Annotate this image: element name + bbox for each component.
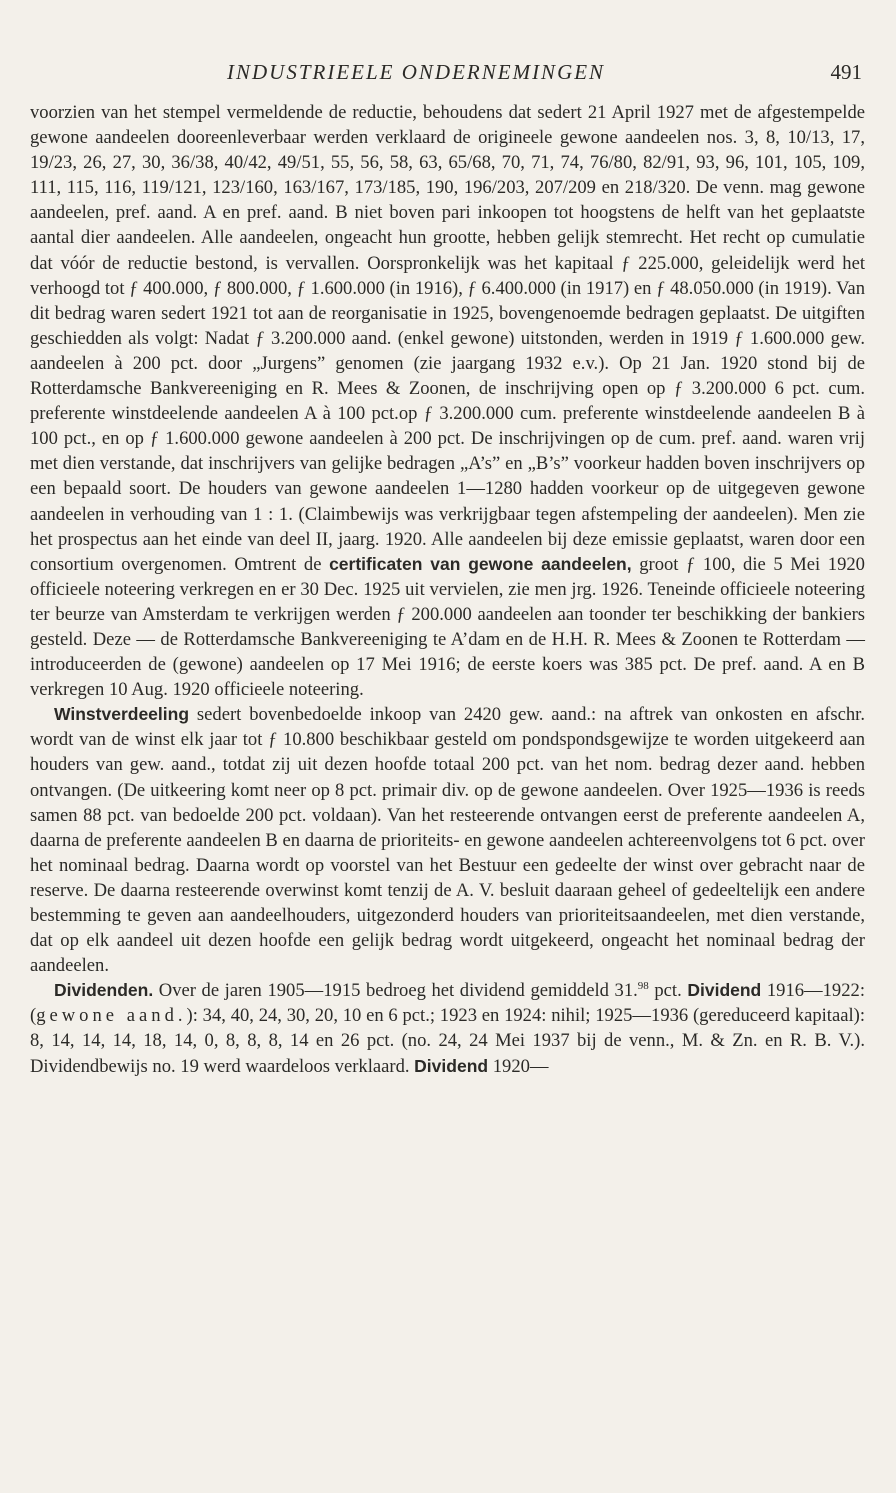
- paragraph-text: ): 34, 40, 24, 30, 20, 10 en 6 pct.; 1923 en 1924: nihil; 1925—1936 (gereduceerd kapitaal): 8, 14, 14, 14, 18, 14, 0, 8, 8, 8, 14 en 26 pct. (no. 24, 24 Mei 1937 bij de venn., M. & Zn. en R. B. V.). Dividendbewijs no. 19 werd waardeloos verklaard.: [30, 1005, 865, 1077]
- paragraph-winstverdeeling: [30, 702, 865, 978]
- paragraph-dividenden: [30, 978, 865, 1078]
- paragraph-capital-history: [30, 100, 865, 702]
- section-heading-dividenden: Dividenden.: [54, 980, 154, 1001]
- paragraph-text: 1920—: [492, 1055, 549, 1077]
- spaced-text-gewone-aand: gewone aand.: [36, 1005, 187, 1027]
- bold-term-dividend: Dividend: [687, 980, 762, 1001]
- paragraph-text: pct.: [654, 980, 682, 1002]
- paragraph-text: voorzien van het stempel vermeldende de reductie, behoudens dat sedert 21 April 1927 met de afgestempelde gewone aandeelen dooreenleverbaar werden verklaard de origineele gewone aandeelen nos. 3, 8, 10/13, 17, 19/23, 26, 27, 30, 36/38, 40/42, 49/51, 55, 56, 58, 63, 65/68, 70, 71, 74, 76/80, 82/91, 93, 96, 101, 105, 109, 111, 115, 116, 119/121, 123/160, 163/167, 173/185, 190, 196/203, 207/209 en 218/320. De venn. mag gewone aandeelen, pref. aand. A en pref. aand. B niet boven pari inkoopen tot hoogstens de helft van het geplaatste aantal dier aandeelen. Alle aandeelen, ongeacht hun grootte, hebben gelijk stemrecht. Het recht op cumulatie dat vóór de reductie bestond, is vervallen. Oorspronkelijk was het kapitaal ƒ 225.000, geleidelijk werd het verhoogd tot ƒ 400.000, ƒ 800.000, ƒ 1.600.000 (in 1916), ƒ 6.400.000 (in 1917) en ƒ 48.050.000 (in 1919). Van dit bedrag waren sedert 1921 tot aan de reorganisatie in 1925, bovengenoemde bedragen geplaatst. De uitgiften geschiedden als volgt: Nadat ƒ 3.200.000 aand. (enkel gewone) uitstonden, werden in 1919 ƒ 1.600.000 gew. aandeelen à 200 pct. door „Jurgens” genomen (zie jaargang 1932 e.v.). Op 21 Jan. 1920 stond bij de Rotterdamsche Bankvereeniging en R. Mees & Zoonen, de inschrijving open op ƒ 3.200.000 6 pct. cum. preferente winstdeelende aandeelen A à 100 pct.op ƒ 3.200.000 cum. preferente winstdeelende aandeelen B à 100 pct., en op ƒ 1.600.000 gewone aandeelen à 200 pct. De inschrijvingen op de cum. pref. aand. waren vrij met dien verstande, dat inschrijvers van gelijke bedragen „A’s” en „B’s” voorkeur hadden boven inschrijvers op een bepaald soort. De houders van gewone aandeelen 1—1280 hadden voorkeur op de uitgegeven gewone aandeelen in verhouding van 1 : 1. (Claimbewijs was verkrijgbaar tegen afstempeling der aandeelen). Men zie het prospectus aan het einde van deel II, jaarg. 1920. Alle aandeelen bij deze emissie geplaatst, waren door een consortium overgenomen. Omtrent de: [30, 102, 865, 575]
- paragraph-text: groot ƒ 100, die 5 Mei 1920 officieele noteering verkregen en er 30 Dec. 1925 uit vervielen, zie men jrg. 1926. Teneinde officieele noteering ter beurze van Amsterdam te verkrijgen werden ƒ 200.000 aandeelen aan toonder ter beschikking der bankiers gesteld. Deze — de Rotterdamsche Bankvereeniging te A’dam en de H.H. R. Mees & Zoonen te Rotterdam — introduceerden de (gewone) aandeelen op 17 Mei 1916; de eerste koers was 385 pct. De pref. aand. A en B verkregen 10 Aug. 1920 officieele noteering.: [30, 553, 865, 701]
- section-heading-winstverdeeling: Winstverdeeling: [54, 704, 190, 725]
- paragraph-text: Over de jaren 1905—1915 bedroeg het dividend gemiddeld 31.: [158, 980, 638, 1002]
- superscript-decimal: 98: [637, 980, 649, 993]
- running-title: INDUSTRIEELE ONDERNEMINGEN: [227, 60, 606, 84]
- paragraph-text: 1916—1922: (: [30, 980, 865, 1027]
- paragraph-text: sedert bovenbedoelde inkoop van 2420 gew. aand.: na aftrek van onkosten en afschr. wordt van de winst elk jaar tot ƒ 10.800 beschikbaar gesteld om pondspondsgewijze te worden uitgekeerd aan houders van gew. aand., totdat zij uit dezen hoofde totaal 200 pct. van het nom. bedrag dezer aand. hebben ontvangen. (De uitkeering komt neer op 8 pct. primair div. op de gewone aandeelen. Over 1925—1936 is reeds samen 88 pct. van bedoelde 200 pct. voldaan). Van het resteerende ontvangen eerst de preferente aandeelen A, daarna de preferente aandeelen B en daarna de prioriteits- en gewone aandeelen achtereenvolgens tot 6 pct. over het nominaal bedrag. Daarna wordt op voorstel van het Bestuur een gedeelte der winst over gebracht naar de reserve. De daarna resteerende overwinst komt tenzij de A. V. besluit daaraan geheel of gedeeltelijk een andere bestemming te geven aan aandeelhouders, uitgezonderd houders van prioriteitsaandeelen, met dien verstande, dat op elk aandeel uit dezen hoofde een gelijk bedrag wordt uitgekeerd, ongeacht het nominaal bedrag der aandeelen.: [30, 704, 865, 977]
- page-header: [32, 60, 862, 90]
- page-number: 491: [830, 60, 862, 84]
- bold-term-certificaten: certificaten van gewone aandeelen,: [329, 553, 632, 574]
- bold-term-dividend: Dividend: [414, 1055, 489, 1076]
- body-text: [30, 100, 865, 1079]
